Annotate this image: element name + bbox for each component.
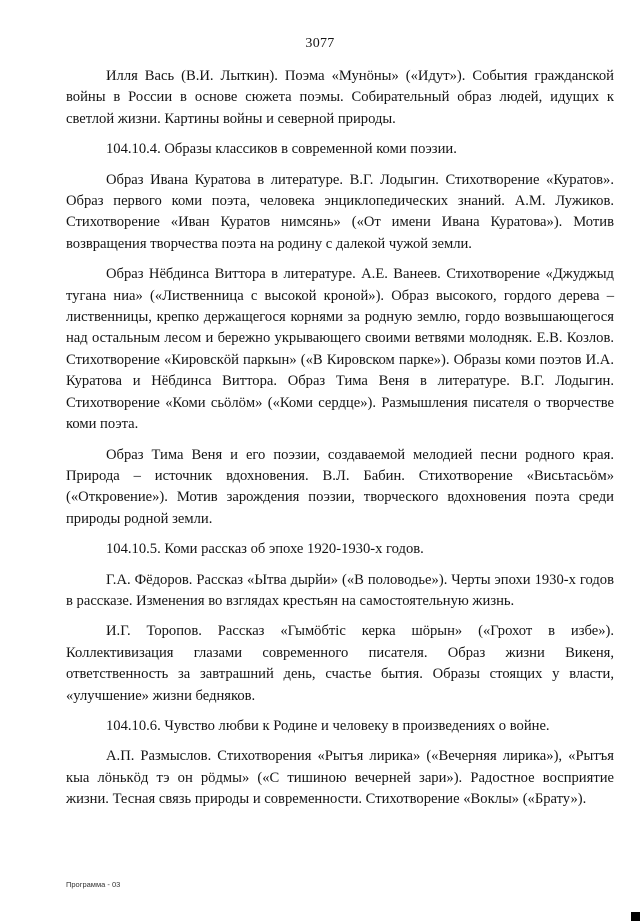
scan-corner-mark <box>631 912 640 921</box>
paragraph-razmyslov: А.П. Размыслов. Стихотворения «Рытъя лирика» («Вечерняя лирика»), «Рытъя кыа лöнькöд тэ он рöдмы» («С тишиною вечерней зари»). Радостное восприятие жизни. Тесная связь природы и современности. Стихотворение «Воклы» («Брату»). <box>66 748 614 808</box>
page-number: 3077 <box>305 36 335 51</box>
section-heading-104-10-5: 104.10.5. Коми рассказ об эпохе 1920-1930-х годов. <box>106 541 424 558</box>
paragraph-kuratov: Образ Ивана Куратова в литературе. В.Г. Лодыгин. Стихотворение «Куратов». Образ первого коми поэта, человека энциклопедических знаний. А.М. Лужиков. Стихотворение «Иван Куратов нимсянь» («От имени Ивана Куратова»). Мотив возвращения творчества поэта на родину с далекой чужой земли. <box>66 171 614 252</box>
paragraph-toropov: И.Г. Торопов. Рассказ «Гымöбтіс керка шöрын» («Грохот в избе»). Коллективизация глазами современного писателя. Образ жизни Викеня, ответственность за завтрашний день, счастье бытия. Образы стоящих у власти, «улучшение» жизни бедняков. <box>66 623 614 704</box>
paragraph-nyobdinsa-vittor: Образ Нёбдинса Виттора в литературе. А.Е. Ванеев. Стихотворение «Джуджыд тугана ниа» («Лиственница с высокой кроной»). Образ высокого, гордого дерева – лиственницы, крепко держащегося корнями за родную землю, гордо возвышающегося над остальным лесом и бережно укрывающего своими ветвями молодняк. Е.В. Козлов. Стихотворение «Кировскöй паркын» («В Кировском парке»). Образы коми поэтов И.А. Куратова и Нёбдинса Виттора. Образ Тима Веня в литературе. В.Г. Лодыгин. Стихотворение «Коми сьöлöм» («Коми сердце»). Размышления писателя о творчестве коми поэта. <box>66 266 614 433</box>
paragraph-fyodorov: Г.А. Фёдоров. Рассказ «Ытва дырйи» («В половодье»). Черты эпохи 1930-х годов в рассказе. Изменения во взглядах крестьян на самостоятельную жизнь. <box>66 571 614 609</box>
section-heading-104-10-6: 104.10.6. Чувство любви к Родине и человеку в произведениях о войне. <box>106 717 550 734</box>
section-heading-104-10-4: 104.10.4. Образы классиков в современной коми поэзии. <box>106 141 457 158</box>
paragraph-tima-venya: Образ Тима Веня и его поэзии, создаваемой мелодией песни родного края. Природа – источник вдохновения. В.Л. Бабин. Стихотворение «Висьтасьöм» («Откровение»). Мотив зарождения поэзии, творческого вдохновения поэта среди природы родной земли. <box>66 446 614 527</box>
document-body <box>66 66 614 815</box>
paragraph-ilya-vas: Илля Вась (В.И. Лыткин). Поэма «Мунöны» («Идут»). События гражданской войны в России в основе сюжета поэмы. Собирательный образ людей, идущих к светлой жизни. Картины войны и северной природы. <box>66 68 614 127</box>
footer-label: Программа - 03 <box>66 880 121 889</box>
